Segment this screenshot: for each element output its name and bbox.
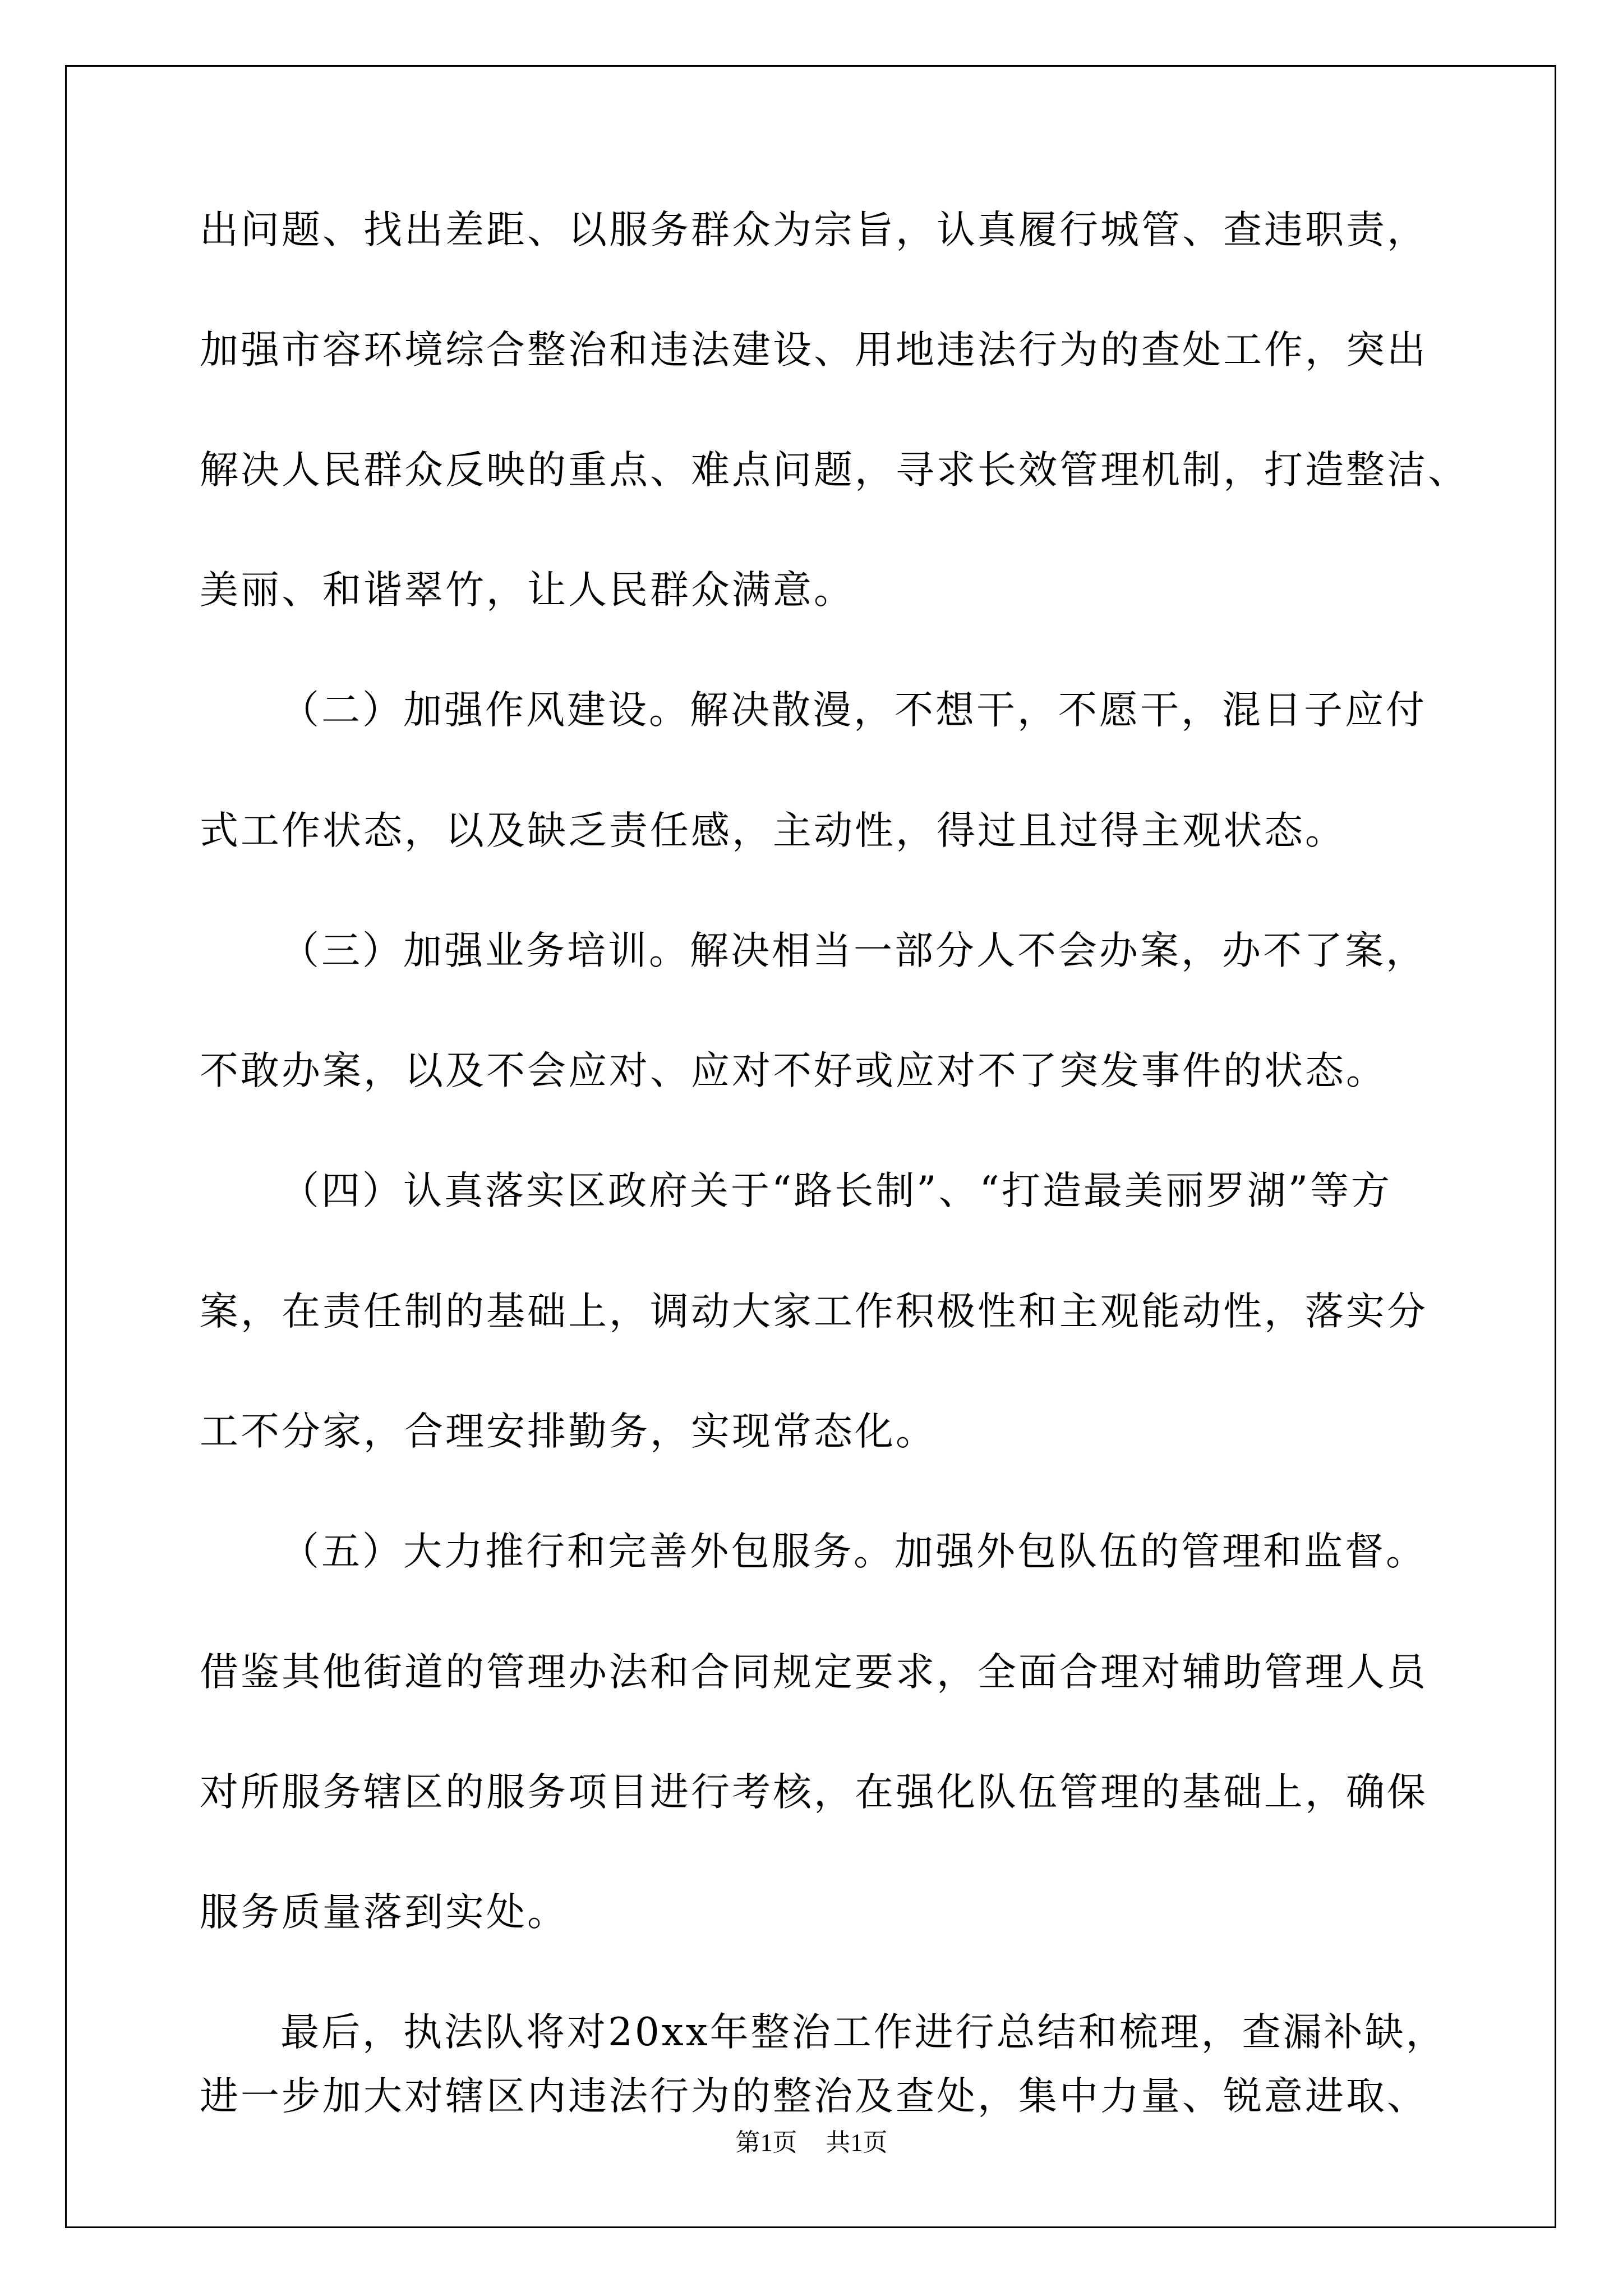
paragraph-4-line-2: 案，在责任制的基础上，调动大家工作积极性和主观能动性，落实分	[200, 1289, 1428, 1334]
body-line-4: 美丽、和谐翠竹，让人民群众满意。	[200, 568, 855, 613]
paragraph-5-line-4: 服务质量落到实处。	[200, 1890, 568, 1935]
body-line-3: 解决人民群众反映的重点、难点问题，寻求长效管理机制，打造整洁、	[200, 448, 1469, 493]
paragraph-5-line-2: 借鉴其他街道的管理办法和合同规定要求，全面合理对辅助管理人员	[200, 1650, 1428, 1695]
page-total: 共1页	[826, 2129, 888, 2156]
paragraph-6-line-1: 最后，执法队将对20xx年整治工作进行总结和梳理，查漏补缺，	[280, 2010, 1447, 2055]
page-number: 第1页	[735, 2129, 797, 2156]
paragraph-5-line-1: （五）大力推行和完善外包服务。加强外包队伍的管理和监督。	[280, 1529, 1427, 1574]
body-line-1: 出问题、找出差距、以服务群众为宗旨，认真履行城管、查违职责，	[200, 208, 1428, 252]
body-line-2: 加强市容环境综合整治和违法建设、用地违法行为的查处工作，突出	[200, 328, 1428, 372]
paragraph-3-line-1: （三）加强业务培训。解决相当一部分人不会办案，办不了案，	[280, 928, 1427, 973]
paragraph-2-line-1: （二）加强作风建设。解决散漫，不想干，不愿干，混日子应付	[280, 688, 1427, 733]
paragraph-2-line-2: 式工作状态，以及缺乏责任感，主动性，得过且过得主观状态。	[200, 808, 1346, 853]
paragraph-4-line-1: （四）认真落实区政府关于“路长制”、“打造最美丽罗湖”等方	[280, 1168, 1393, 1213]
paragraph-5-line-3: 对所服务辖区的服务项目进行考核，在强化队伍管理的基础上，确保	[200, 1770, 1428, 1815]
paragraph-3-line-2: 不敢办案，以及不会应对、应对不好或应对不了突发事件的状态。	[200, 1048, 1387, 1093]
page-footer	[0, 2126, 1623, 2160]
paragraph-4-line-3: 工不分家，合理安排勤务，实现常态化。	[200, 1409, 937, 1454]
paragraph-6-line-2: 进一步加大对辖区内违法行为的整治及查处，集中力量、锐意进取、	[200, 2074, 1428, 2119]
